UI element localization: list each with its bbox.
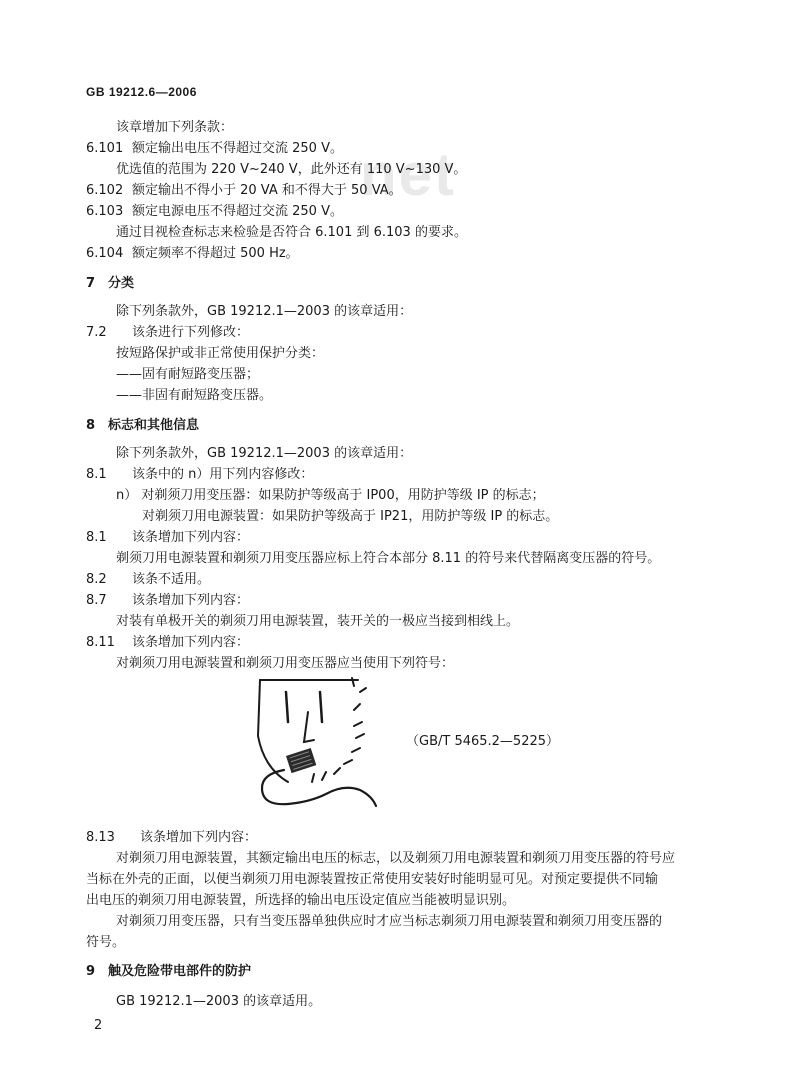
clause-text: 该条增加下列内容： xyxy=(132,593,250,608)
clause-8-13-p2-line2: 符号。 xyxy=(86,935,126,950)
heading-8 xyxy=(86,418,199,434)
clause-text: 该条增加下列内容： xyxy=(132,530,250,545)
clause-text: 额定电源电压不得超过交流 250 V。 xyxy=(132,204,343,219)
clause-text: 额定输出不得小于 20 VA 和不得大于 50 VA。 xyxy=(132,183,402,198)
clause-text: 该条中的 n）用下列内容修改： xyxy=(132,467,314,482)
clause-number: 7.2 xyxy=(86,325,107,340)
clause-8-13-p2-line1: 对剃须刀用变压器，只有当变压器单独供应时才应当标志剃须刀用电源装置和剃须刀用变压器的 xyxy=(116,914,663,929)
clause-7-2 xyxy=(86,325,249,341)
watermark: net xyxy=(360,141,456,208)
clause-8-13-p1-line2: 当标在外壳的正面，以便当剃须刀用电源装置按正常使用安装好时能明显可见。对预定要提供不同输 xyxy=(86,872,659,887)
clause-number: 8.11 xyxy=(86,635,115,650)
clause-6-103 xyxy=(86,204,343,220)
clause-8-11-text: 对剃须刀用电源装置和剃须刀用变压器应当使用下列符号： xyxy=(116,656,455,671)
clause-8-1-n: n） 对剃须刀用变压器：如果防护等级高于 IP00，用防护等级 IP 的标志； xyxy=(116,488,545,503)
clause-number: 6.102 xyxy=(86,183,124,198)
clause-8-13-p1-line3: 出电压的剃须刀用电源装置，所选择的输出电压设定值应当能被明显识别。 xyxy=(86,893,516,908)
clause-6-102 xyxy=(86,183,402,199)
heading-number: 8 xyxy=(86,418,96,433)
clause-number: 8.13 xyxy=(86,830,115,845)
clause-number: 6.101 xyxy=(86,141,124,156)
clause-text: 该条增加下列内容： xyxy=(140,830,258,845)
heading-number: 9 xyxy=(86,964,96,979)
section-6-intro: 该章增加下列条款： xyxy=(116,120,234,135)
clause-8-1-b xyxy=(86,530,249,546)
clause-8-13 xyxy=(86,830,257,846)
section-7-intro: 除下列条款外，GB 19212.1—2003 的该章适用： xyxy=(116,304,413,319)
clause-8-7-text: 对装有单极开关的剃须刀用电源装置，装开关的一极应当接到相线上。 xyxy=(116,614,520,629)
clause-8-13-p1-line1: 对剃须刀用电源装置，其额定输出电压的标志，以及剃须刀用电源装置和剃须刀用变压器的符号应 xyxy=(116,851,676,866)
clause-8-1-n2: 对剃须刀用电源装置：如果防护等级高于 IP21，用防护等级 IP 的标志。 xyxy=(142,509,559,524)
heading-title: 分类 xyxy=(108,276,135,291)
page-number: 2 xyxy=(94,1018,103,1033)
heading-number: 7 xyxy=(86,276,96,291)
section-9-text: GB 19212.1—2003 的该章适用。 xyxy=(116,994,322,1009)
clause-8-2 xyxy=(86,572,210,588)
clause-8-1-a xyxy=(86,467,313,483)
section-8-intro: 除下列条款外，GB 19212.1—2003 的该章适用： xyxy=(116,446,413,461)
heading-9 xyxy=(86,964,251,980)
clause-text: 额定频率不得超过 500 Hz。 xyxy=(132,246,299,261)
clause-7-2-a: 按短路保护或非正常使用保护分类： xyxy=(116,346,325,361)
clause-text: 该条不适用。 xyxy=(132,572,211,587)
clause-6-check: 通过目视检查标志来检验是否符合 6.101 到 6.103 的要求。 xyxy=(116,225,467,240)
heading-title: 标志和其他信息 xyxy=(108,418,200,433)
clause-7-2-c: ——非固有耐短路变压器。 xyxy=(116,388,273,403)
clause-6-104 xyxy=(86,246,299,262)
symbol-reference: （GB/T 5465.2—5225） xyxy=(406,734,560,749)
clause-8-11 xyxy=(86,635,249,651)
clause-number: 6.104 xyxy=(86,246,124,261)
heading-title: 触及危险带电部件的防护 xyxy=(108,964,252,979)
clause-number: 8.7 xyxy=(86,593,107,608)
clause-text: 该条增加下列内容： xyxy=(132,635,250,650)
clause-number: 6.103 xyxy=(86,204,124,219)
clause-number: 8.2 xyxy=(86,572,107,587)
clause-6-101 xyxy=(86,141,343,157)
clause-number: 8.1 xyxy=(86,467,107,482)
heading-7 xyxy=(86,276,134,292)
clause-text: 该条进行下列修改： xyxy=(132,325,250,340)
clause-number: 8.1 xyxy=(86,530,107,545)
clause-7-2-b: ——固有耐短路变压器； xyxy=(116,367,260,382)
clause-8-1-b-text: 剃须刀用电源装置和剃须刀用变压器应标上符合本部分 8.11 的符号来代替隔离变压器的符号。 xyxy=(116,551,661,566)
shaver-symbol-icon xyxy=(248,676,398,816)
clause-text: 额定输出电压不得超过交流 250 V。 xyxy=(132,141,343,156)
clause-6-101-preferred: 优选值的范围为 220 V~240 V，此外还有 110 V~130 V。 xyxy=(116,162,467,177)
standard-header: GB 19212.6—2006 xyxy=(86,85,197,99)
clause-8-7 xyxy=(86,593,249,609)
